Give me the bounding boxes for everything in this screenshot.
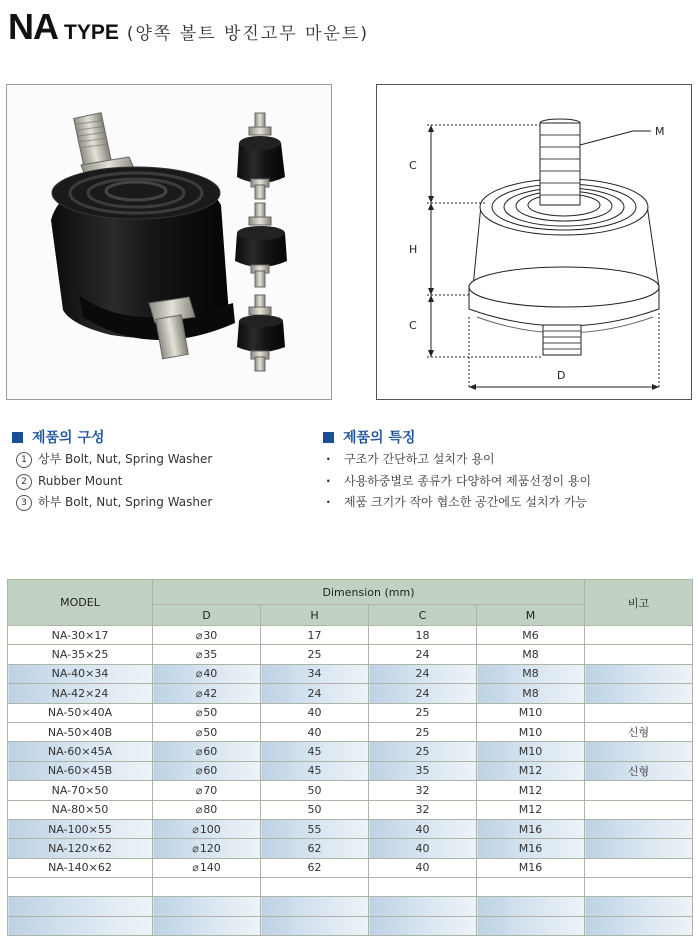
product-type-label: TYPE: [64, 21, 119, 44]
cell-d: [153, 742, 261, 761]
dimension-table: [7, 579, 693, 936]
cell-m: [477, 878, 585, 897]
circled-number: 2: [16, 474, 32, 490]
cell-c: 25: [369, 742, 477, 761]
list-item-text: Rubber Mount: [38, 473, 123, 488]
model-header: MODEL: [8, 580, 153, 626]
cell-remark: [585, 897, 693, 916]
diameter-symbol: ⌀: [195, 803, 203, 817]
list-item-text: 사용하중별로 종류가 다양하여 제품선정이 용이: [344, 473, 592, 488]
cell-c: 24: [369, 684, 477, 703]
cell-c: [369, 897, 477, 916]
table-row: [8, 645, 693, 664]
composition-list: [16, 449, 212, 514]
dim-label-m: M: [655, 125, 665, 138]
cell-model: NA-35×25: [8, 645, 153, 664]
cell-value: 60: [203, 764, 218, 778]
cell-h: 50: [261, 781, 369, 800]
small-mount-3: [237, 295, 285, 371]
table-row: [8, 897, 693, 916]
cell-remark: [585, 839, 693, 858]
list-item: [326, 449, 591, 471]
column-header: H: [261, 605, 369, 626]
cell-model: NA-60×45A: [8, 742, 153, 761]
cell-d: [153, 916, 261, 935]
cell-c: 40: [369, 819, 477, 838]
cell-h: 17: [261, 626, 369, 645]
dim-label-h: H: [409, 243, 418, 256]
cell-h: 40: [261, 722, 369, 741]
cell-model: NA-40×34: [8, 664, 153, 683]
cell-model: NA-50×40B: [8, 722, 153, 741]
cell-value: 80: [203, 803, 218, 817]
cell-model: [8, 878, 153, 897]
cell-remark: [585, 800, 693, 819]
table-row: [8, 742, 693, 761]
cell-c: [369, 916, 477, 935]
cell-m: M8: [477, 645, 585, 664]
cell-value: 100: [199, 822, 221, 836]
composition-heading: [12, 427, 105, 447]
diameter-symbol: ⌀: [195, 764, 203, 778]
column-header: M: [477, 605, 585, 626]
cell-d: [153, 645, 261, 664]
table-row: [8, 761, 693, 780]
dimension-header: Dimension (mm): [153, 580, 585, 605]
table-body: [8, 626, 693, 936]
cell-h: 34: [261, 664, 369, 683]
cell-remark: [585, 858, 693, 877]
table-row: [8, 781, 693, 800]
list-item-text: 제품 크기가 작아 협소한 공간에도 설치가 가능: [344, 495, 588, 509]
cell-h: 50: [261, 800, 369, 819]
cell-value: 35: [203, 648, 218, 662]
product-code: NA: [8, 6, 58, 47]
features-title: 제품의 특징: [343, 430, 416, 446]
cell-model: NA-30×17: [8, 626, 153, 645]
table-row: [8, 684, 693, 703]
page-title: [8, 6, 369, 48]
table-row: [8, 722, 693, 741]
cell-value: 30: [203, 628, 218, 642]
cell-d: [153, 626, 261, 645]
table-row: [8, 626, 693, 645]
cell-c: 32: [369, 781, 477, 800]
cell-c: 25: [369, 703, 477, 722]
cell-value: 60: [203, 745, 218, 759]
column-header: D: [153, 605, 261, 626]
dim-label-c-top: C: [409, 159, 417, 172]
cell-model: NA-100×55: [8, 819, 153, 838]
list-item: [16, 471, 212, 493]
cell-m: M12: [477, 781, 585, 800]
cell-remark: [585, 878, 693, 897]
cell-model: [8, 897, 153, 916]
cell-m: M12: [477, 800, 585, 819]
composition-title: 제품의 구성: [32, 430, 105, 446]
cell-c: 24: [369, 664, 477, 683]
cell-m: [477, 897, 585, 916]
cell-c: 40: [369, 839, 477, 858]
product-photo-illustration: [7, 85, 331, 399]
cell-remark: [585, 781, 693, 800]
cell-m: M10: [477, 703, 585, 722]
diameter-symbol: ⌀: [195, 667, 203, 681]
product-subtitle: (양쪽 볼트 방진고무 마운트): [126, 24, 369, 44]
cell-d: [153, 858, 261, 877]
table-row: [8, 858, 693, 877]
diameter-symbol: ⌀: [195, 648, 203, 662]
cell-m: M16: [477, 858, 585, 877]
features-list: [326, 449, 591, 514]
list-item-text: 하부 Bolt, Nut, Spring Washer: [38, 495, 213, 509]
cell-remark: [585, 742, 693, 761]
cell-d: [153, 684, 261, 703]
cell-remark: [585, 664, 693, 683]
table-row: [8, 916, 693, 935]
diameter-symbol: ⌀: [195, 783, 203, 797]
column-header: C: [369, 605, 477, 626]
dimension-drawing: [377, 85, 691, 399]
square-bullet-icon: [12, 432, 23, 443]
cell-model: NA-42×24: [8, 684, 153, 703]
cell-m: M12: [477, 761, 585, 780]
dimension-diagram: [376, 84, 692, 400]
diameter-symbol: ⌀: [192, 822, 199, 836]
cell-h: 55: [261, 819, 369, 838]
list-item: [16, 492, 212, 514]
diameter-symbol: ⌀: [192, 861, 199, 875]
bullet-dot-icon: ·: [326, 452, 331, 466]
cell-m: M8: [477, 664, 585, 683]
cell-d: [153, 897, 261, 916]
cell-m: M6: [477, 626, 585, 645]
cell-model: NA-60×45B: [8, 761, 153, 780]
cell-value: 42: [203, 686, 218, 700]
square-bullet-icon: [323, 432, 334, 443]
cell-d: [153, 722, 261, 741]
dim-label-d: D: [557, 369, 566, 382]
cell-h: 45: [261, 742, 369, 761]
table-row: [8, 878, 693, 897]
small-mount-2: [235, 203, 287, 287]
cell-h: 24: [261, 684, 369, 703]
diameter-symbol: ⌀: [192, 841, 199, 855]
list-item: [16, 449, 212, 471]
cell-h: 62: [261, 839, 369, 858]
diameter-symbol: ⌀: [195, 706, 203, 720]
diameter-symbol: ⌀: [195, 686, 203, 700]
cell-remark: [585, 684, 693, 703]
cell-remark: [585, 819, 693, 838]
list-item: [326, 471, 591, 493]
cell-remark: 신형: [585, 761, 693, 780]
cell-model: NA-70×50: [8, 781, 153, 800]
cell-d: [153, 781, 261, 800]
list-item-text: 구조가 간단하고 설치가 용이: [344, 452, 495, 466]
cell-value: 50: [203, 706, 218, 720]
cell-remark: [585, 916, 693, 935]
cell-value: 40: [203, 667, 218, 681]
cell-c: [369, 878, 477, 897]
cell-h: 45: [261, 761, 369, 780]
cell-d: [153, 703, 261, 722]
cell-d: [153, 819, 261, 838]
list-item: [326, 492, 591, 514]
cell-value: 70: [203, 783, 218, 797]
cell-d: [153, 664, 261, 683]
cell-h: 25: [261, 645, 369, 664]
cell-model: NA-120×62: [8, 839, 153, 858]
cell-h: [261, 916, 369, 935]
bullet-dot-icon: ·: [326, 495, 331, 509]
table-row: [8, 800, 693, 819]
cell-c: 40: [369, 858, 477, 877]
cell-d: [153, 839, 261, 858]
cell-d: [153, 878, 261, 897]
cell-d: [153, 800, 261, 819]
cell-m: M16: [477, 839, 585, 858]
diameter-symbol: ⌀: [195, 725, 203, 739]
cell-remark: 신형: [585, 722, 693, 741]
product-photo: [6, 84, 332, 400]
cell-c: 35: [369, 761, 477, 780]
cell-d: [153, 761, 261, 780]
diameter-symbol: ⌀: [195, 745, 203, 759]
table-row: [8, 819, 693, 838]
list-item-text: 상부 Bolt, Nut, Spring Washer: [38, 452, 213, 466]
table-row: [8, 703, 693, 722]
cell-value: 50: [203, 725, 218, 739]
cell-c: 18: [369, 626, 477, 645]
cell-h: 40: [261, 703, 369, 722]
dim-label-c-bottom: C: [409, 319, 417, 332]
cell-m: M10: [477, 722, 585, 741]
cell-h: [261, 897, 369, 916]
features-heading: [323, 427, 416, 447]
cell-value: 120: [199, 841, 221, 855]
remark-header: 비고: [585, 580, 693, 626]
cell-m: [477, 916, 585, 935]
cell-m: M16: [477, 819, 585, 838]
cell-c: 24: [369, 645, 477, 664]
cell-remark: [585, 703, 693, 722]
cell-c: 32: [369, 800, 477, 819]
small-mount-1: [237, 113, 285, 199]
cell-model: NA-80×50: [8, 800, 153, 819]
cell-m: M10: [477, 742, 585, 761]
large-mount: [51, 113, 235, 359]
table-row: [8, 664, 693, 683]
cell-value: 140: [199, 861, 221, 875]
cell-c: 25: [369, 722, 477, 741]
diameter-symbol: ⌀: [195, 628, 203, 642]
table-row: [8, 839, 693, 858]
cell-h: [261, 878, 369, 897]
cell-model: [8, 916, 153, 935]
circled-number: 1: [16, 452, 32, 468]
cell-model: NA-140×62: [8, 858, 153, 877]
cell-remark: [585, 626, 693, 645]
circled-number: 3: [16, 495, 32, 511]
cell-m: M8: [477, 684, 585, 703]
bullet-dot-icon: ·: [326, 473, 331, 488]
cell-h: 62: [261, 858, 369, 877]
cell-model: NA-50×40A: [8, 703, 153, 722]
cell-remark: [585, 645, 693, 664]
